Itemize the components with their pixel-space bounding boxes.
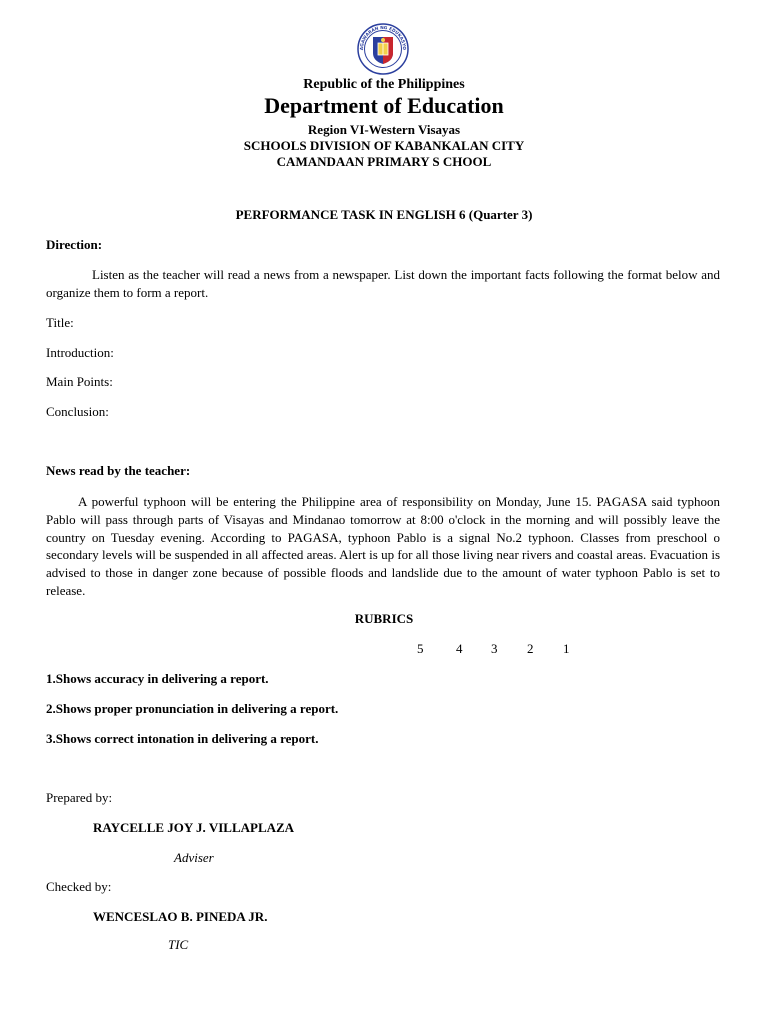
format-field-introduction: Introduction: (46, 345, 114, 360)
rubric-criterion: 3.Shows correct intonation in delivering a report. (46, 731, 319, 746)
format-field-conclusion: Conclusion: (46, 404, 109, 419)
rubric-score-5: 5 (417, 641, 424, 656)
format-field-title: Title: (46, 315, 74, 330)
deped-seal-logo (352, 22, 414, 76)
division-heading: SCHOOLS DIVISION OF KABANKALAN CITY (243, 138, 525, 153)
checked-by-name: WENCESLAO B. PINEDA JR. (93, 909, 268, 924)
news-text: A powerful typhoon will be entering the Philippine area of responsibility on Monday, June 15. PAGASA said typhoon Pablo will pass through parts of Visayas and Mindanao tomorrow at 8:00 o'clock in the morning and will possibly leave the country on Tuesday evening. According to PAGASA, typhoon Pablo is a signal No.2 typhoon. Classes from preschool o secondary levels will be suspended in all affected areas. Alert is up for all those living near rivers and coastal areas. Evacuation is advised to those in danger zone because of possible floods and landslide due to the amount of water typhoon Pablo is set to release. (46, 494, 720, 598)
republic-heading: Republic of the Philippines (303, 77, 465, 92)
checked-by-label: Checked by: (46, 879, 112, 894)
rubric-criterion: 2.Shows proper pronunciation in delivering a report. (46, 701, 339, 716)
rubrics-title: RUBRICS (354, 611, 414, 626)
news-label: News read by the teacher: (46, 463, 191, 478)
school-heading: CAMANDAAN PRIMARY S CHOOL (276, 154, 492, 169)
task-title: PERFORMANCE TASK IN ENGLISH 6 (Quarter 3) (235, 207, 533, 222)
rubric-score-4: 4 (456, 641, 463, 656)
prepared-by-label: Prepared by: (46, 790, 113, 805)
region-heading: Region VI-Western Visayas (307, 122, 461, 137)
svg-text:KAGAWARAN NG EDUKASYON: AGAWARAN NG EDUKASYO (359, 25, 407, 51)
checked-by-role: TIC (168, 937, 189, 952)
direction-label: Direction: (46, 237, 103, 252)
rubric-criterion: 1.Shows accuracy in delivering a report. (46, 671, 269, 686)
direction-text: Listen as the teacher will read a news from a newspaper. List down the important facts following the format below and organize them to form a report. (46, 267, 720, 300)
department-heading: Department of Education (264, 93, 504, 118)
rubric-score-2: 2 (527, 641, 534, 656)
format-field-main-points: Main Points: (46, 374, 113, 389)
rubric-score-3: 3 (491, 641, 498, 656)
rubric-score-1: 1 (563, 641, 570, 656)
prepared-by-role: Adviser (174, 850, 214, 865)
prepared-by-name: RAYCELLE JOY J. VILLAPLAZA (93, 820, 295, 835)
